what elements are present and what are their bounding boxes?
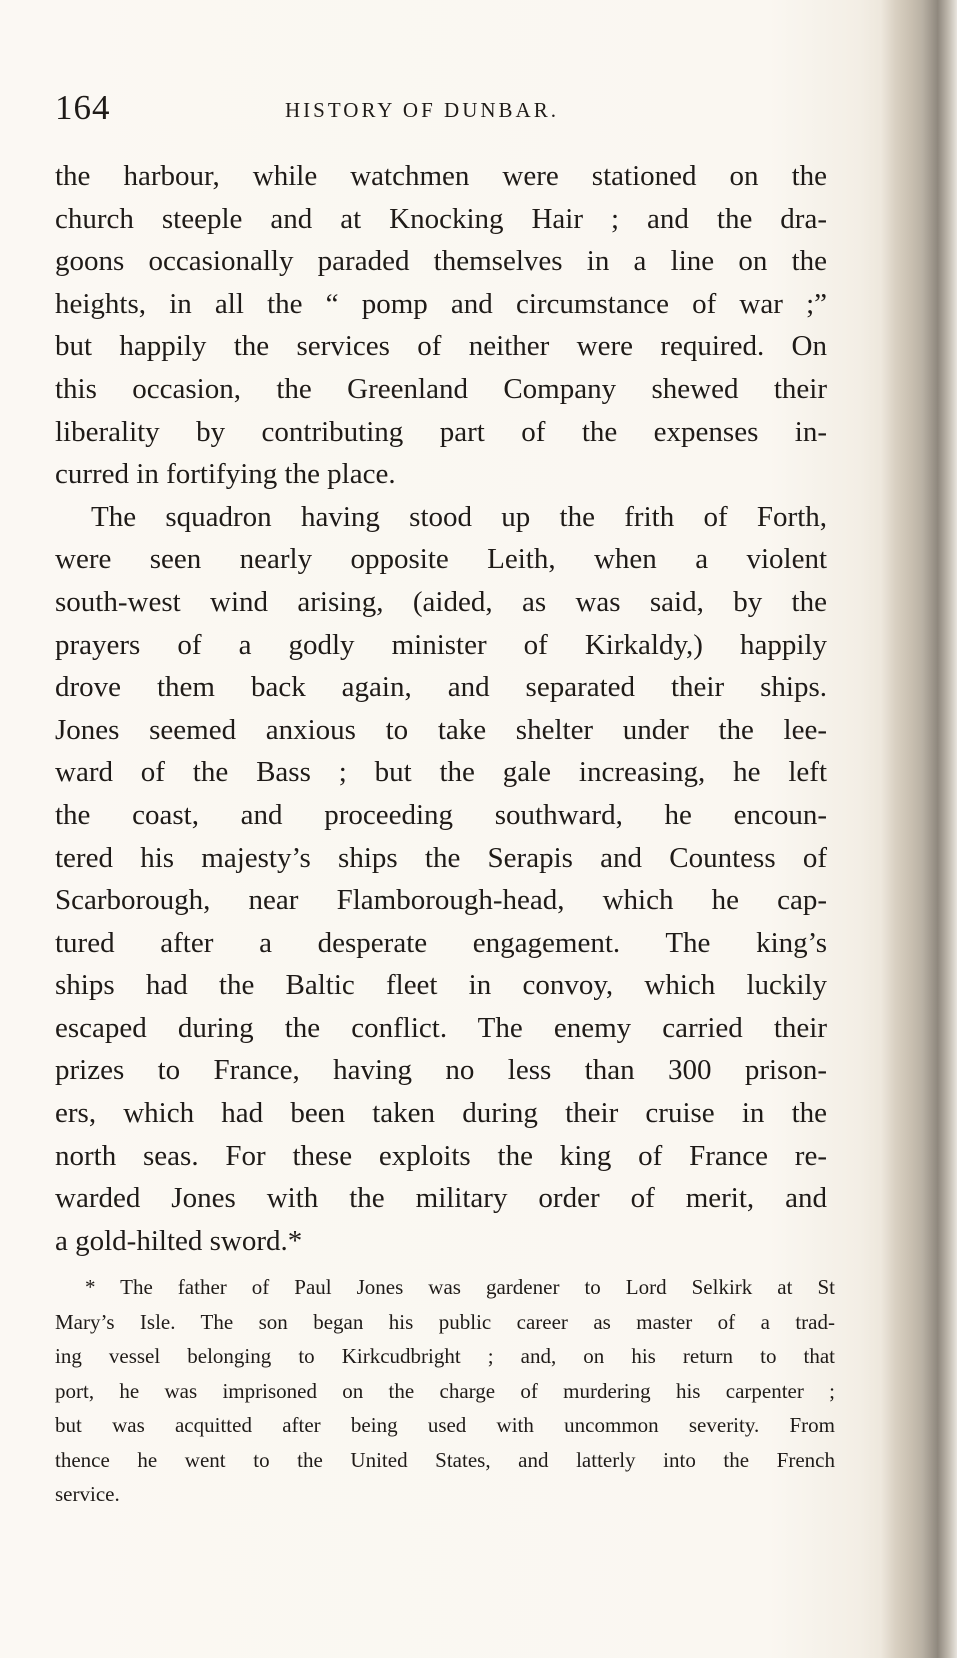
footnote — [55, 1270, 835, 1512]
body-line: ships had the Baltic fleet in convoy, which luckily — [55, 969, 827, 1002]
body-line: heights, in all the “ pomp and circumstance of war ;” — [55, 287, 827, 320]
body-line: prizes to France, having no less than 300 prison- — [55, 1054, 827, 1087]
footnote-line: but was acquitted after being used with uncommon severity. From — [55, 1413, 835, 1437]
body-line: Jones seemed anxious to take shelter under the lee- — [55, 713, 827, 746]
footnote-line: Mary’s Isle. The son began his public career as master of a trad- — [55, 1309, 835, 1334]
body-line: ers, which had been taken during their cruise in the — [55, 1097, 827, 1130]
body-line: south-west wind arising, (aided, as was said, by the — [55, 585, 827, 618]
body-line: goons occasionally paraded themselves in a line on the — [55, 245, 827, 278]
body-line: the harbour, while watchmen were stationed on the — [55, 160, 827, 192]
running-head — [55, 88, 825, 128]
body-line: church steeple and at Knocking Hair ; and the dra- — [55, 202, 827, 235]
body-line: were seen nearly opposite Leith, when a violent — [55, 543, 827, 576]
body-line: curred in fortifying the place. — [55, 458, 396, 491]
body-line: Scarborough, near Flamborough-head, which he cap- — [55, 884, 827, 917]
page-number: 164 — [55, 88, 111, 127]
body-line: tered his majesty’s ships the Serapis and Countess of — [55, 841, 827, 874]
body-line: a gold-hilted sword.* — [55, 1224, 303, 1257]
footnote-line: port, he was imprisoned on the charge of murdering his carpenter ; — [55, 1378, 835, 1403]
body-line: ward of the Bass ; but the gale increasing, he left — [55, 756, 827, 789]
body-line: the coast, and proceeding southward, he encoun- — [55, 798, 827, 831]
body-line: but happily the services of neither were required. On — [55, 330, 827, 363]
body-line: drove them back again, and separated their ships. — [55, 671, 827, 704]
body-line: tured after a desperate engagement. The king’s — [55, 926, 827, 959]
body-line: north seas. For these exploits the king of France re- — [55, 1139, 827, 1172]
footnote-line: service. — [55, 1482, 120, 1506]
body-line: this occasion, the Greenland Company shewed their — [55, 372, 827, 405]
body-line: warded Jones with the military order of merit, and — [55, 1182, 827, 1215]
footnote-line: thence he went to the United States, and latterly into the French — [55, 1447, 835, 1472]
footnote-line: ing vessel belonging to Kirkcudbright ; and, on his return to that — [55, 1344, 835, 1368]
body-line: liberality by contributing part of the expenses in- — [55, 415, 827, 448]
body-line: escaped during the conflict. The enemy carried their — [55, 1011, 827, 1044]
book-binding-edge — [880, 0, 957, 1658]
body-line: prayers of a godly minister of Kirkaldy,) happily — [55, 628, 827, 661]
body-line: The squadron having stood up the frith of Forth, — [91, 500, 827, 533]
footnote-line: * The father of Paul Jones was gardener to Lord Selkirk at St — [85, 1275, 835, 1299]
running-title: HISTORY OF DUNBAR. — [285, 98, 559, 122]
body-text — [55, 155, 827, 1262]
